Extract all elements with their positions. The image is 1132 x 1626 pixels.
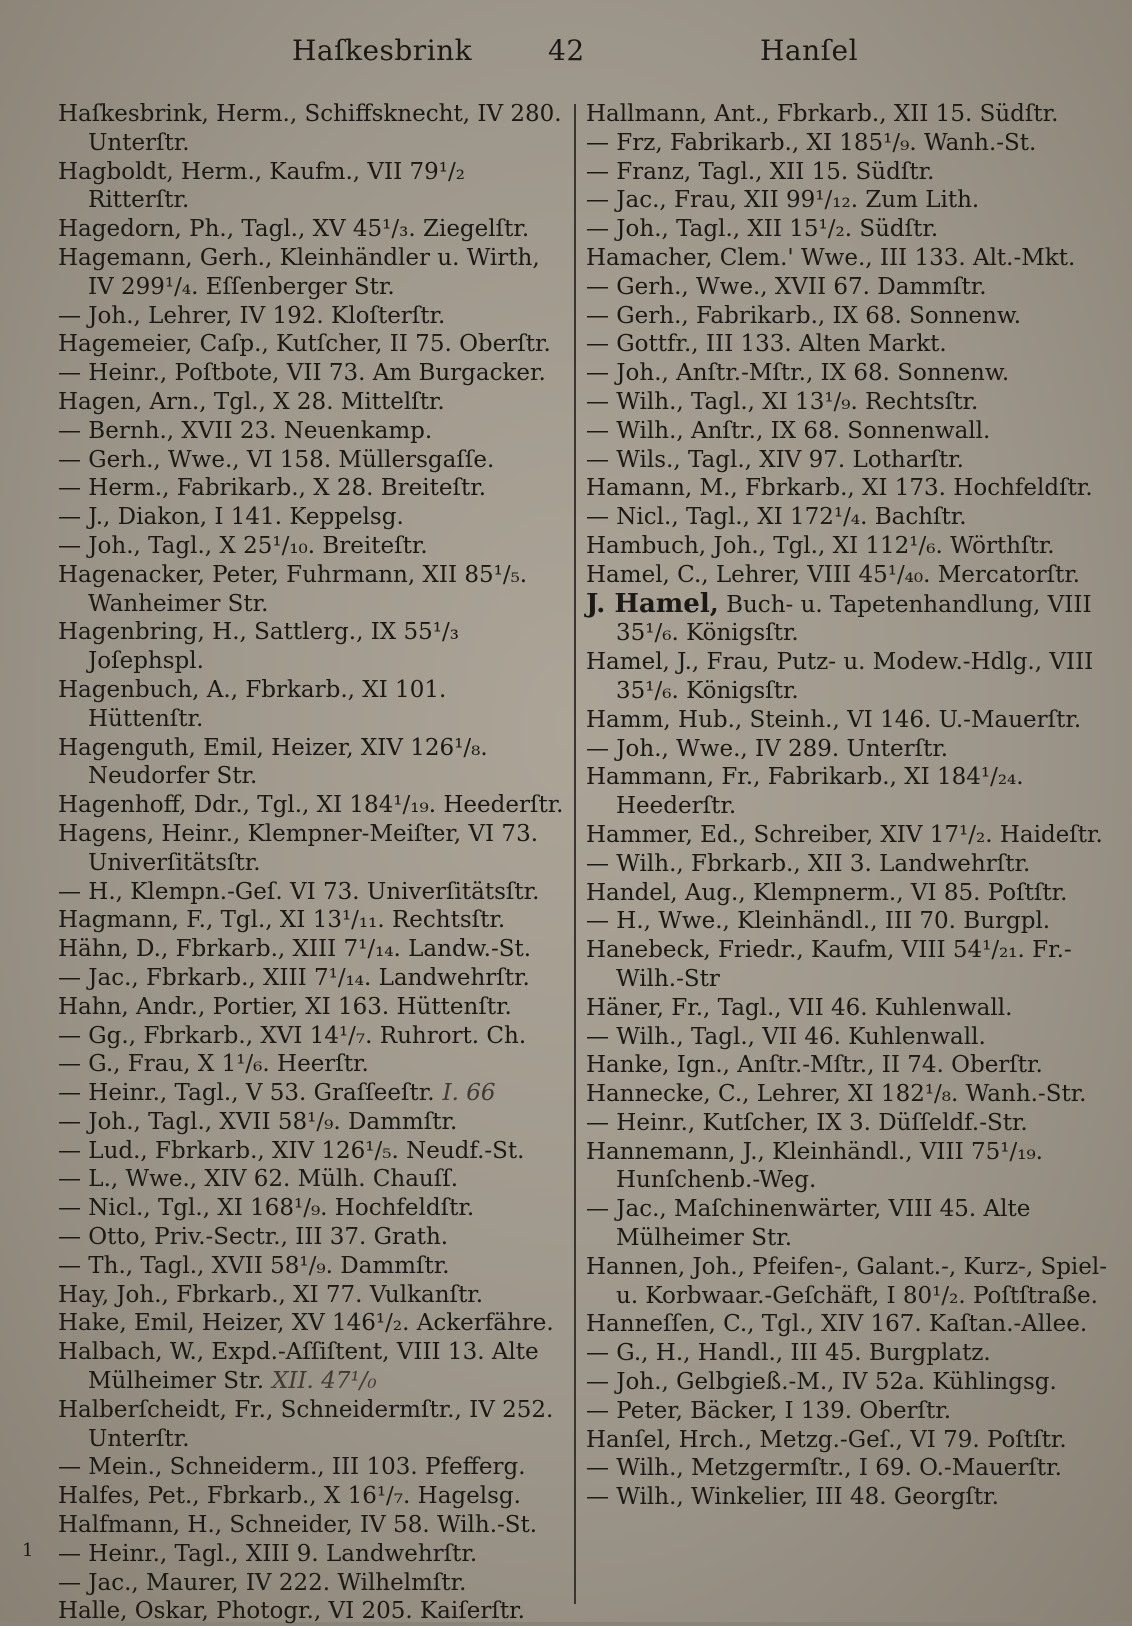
handwritten-note: I. 66 — [442, 1080, 496, 1107]
entry-text: — Otto, Priv.-Sectr., III 37. Grath. — [58, 1224, 449, 1251]
directory-entry — [58, 503, 568, 532]
directory-entry — [586, 302, 1110, 331]
entry-text: Halberſcheidt, Fr., Schneidermſtr., IV 252. Unterſtr. — [58, 1396, 554, 1452]
entry-text: Hallmann, Ant., Fbrkarb., XII 15. Südſtr. — [586, 101, 1059, 127]
entry-text: — Wilh., Fbrkarb., XII 3. Landwehrſtr. — [586, 850, 1031, 877]
entry-text: Hay, Joh., Fbrkarb., XI 77. Vulkanſtr. — [58, 1281, 484, 1308]
entry-text: — Mein., Schneiderm., III 103. Pfefferg. — [58, 1454, 526, 1481]
directory-entry — [586, 503, 1110, 532]
directory-entry — [586, 1368, 1110, 1397]
entry-text: — Heinr., Tagl., V 53. Graſſeeſtr. — [58, 1080, 435, 1107]
directory-entry — [58, 1597, 568, 1626]
entry-text: — Frz, Fabrikarb., XI 185¹/₉. Wanh.-St. — [586, 129, 1037, 156]
directory-entry — [58, 1511, 568, 1540]
directory-entry — [58, 388, 568, 417]
entry-text: Halle, Oskar, Photogr., VI 205. Kaiſerſtr. — [58, 1598, 525, 1625]
entry-text: — Franz, Tagl., XII 15. Südſtr. — [586, 158, 935, 185]
directory-entry — [586, 273, 1110, 302]
directory-entry — [586, 1339, 1110, 1368]
entry-text: — Joh., Wwe., IV 289. Unterſtr. — [586, 735, 949, 762]
entry-text: — Joh., Tagl., XVII 58¹/₉. Dammſtr. — [58, 1108, 458, 1135]
directory-entry — [586, 1109, 1110, 1138]
directory-entry — [58, 676, 568, 734]
entry-text: — Joh., Tagl., XII 15¹/₂. Südſtr. — [586, 216, 939, 243]
directory-entry — [58, 618, 568, 676]
directory-entry — [58, 1482, 568, 1511]
directory-entry — [586, 1426, 1110, 1455]
directory-entry — [586, 821, 1110, 850]
entry-text: — H., Klempn.-Geſ. VI 73. Univerſitätsſtr. — [58, 878, 540, 905]
directory-entry — [586, 706, 1110, 735]
directory-entry — [586, 244, 1110, 273]
directory-entry — [58, 1453, 568, 1482]
entry-text: — Jac., Maſchinenwärter, VIII 45. Alte Mülheimer Str. — [586, 1196, 1031, 1252]
entry-text: Hagedorn, Ph., Tagl., XV 45¹/₃. Ziegelſtr. — [58, 216, 530, 243]
entry-text: Hagemeier, Caſp., Kutſcher, II 75. Oberſtr. — [58, 331, 551, 358]
directory-entry — [58, 1338, 568, 1396]
directory-entry — [58, 1079, 568, 1108]
page-number: 42 — [548, 34, 585, 67]
entry-business-name: J. Hamel, — [586, 588, 719, 619]
directory-entry — [586, 1454, 1110, 1483]
entry-text: Hähn, D., Fbrkarb., XIII 7¹/₁₄. Landw.-St. — [58, 936, 532, 963]
entry-text: — Peter, Bäcker, I 139. Oberſtr. — [586, 1397, 952, 1424]
directory-entry — [586, 850, 1110, 879]
directory-entry — [58, 734, 568, 792]
entry-text: — Gg., Fbrkarb., XVI 14¹/₇. Ruhrort. Ch. — [58, 1022, 527, 1049]
directory-entry — [58, 1540, 568, 1569]
entry-text: Hannemann, J., Kleinhändl., VIII 75¹/₁₉. Hunſchenb.-Weg. — [586, 1138, 1043, 1194]
page-header — [0, 26, 1132, 74]
directory-entry — [586, 330, 1110, 359]
directory-entry — [58, 1223, 568, 1252]
entry-text: Hanneſſen, C., Tgl., XIV 167. Kaſtan.-Allee. — [586, 1311, 1088, 1338]
entry-text: — Herm., Fabrikarb., X 28. Breiteſtr. — [58, 475, 487, 502]
directory-entry — [58, 1281, 568, 1310]
entry-text: — Joh., Anſtr.-Mſtr., IX 68. Sonnenw. — [586, 360, 1010, 387]
directory-entry — [586, 1023, 1110, 1052]
entry-text: Hannecke, C., Lehrer, XI 182¹/₈. Wanh.-Str. — [586, 1081, 1087, 1108]
directory-entry — [58, 1396, 568, 1454]
entry-text: Hake, Emil, Heizer, XV 146¹/₂. Ackerfähre. — [58, 1310, 554, 1337]
directory-entry — [586, 215, 1110, 244]
directory-entry — [586, 1397, 1110, 1426]
directory-entry — [586, 994, 1110, 1023]
entry-text: — J., Diakon, I 141. Keppelsg. — [58, 504, 404, 531]
entry-text: Hagenguth, Emil, Heizer, XIV 126¹/₈. Neudorfer Str. — [58, 734, 488, 790]
directory-entry — [58, 1108, 568, 1137]
directory-entry — [586, 1080, 1110, 1109]
directory-entry — [58, 1569, 568, 1598]
entry-text: Hagen, Arn., Tgl., X 28. Mittelſtr. — [58, 388, 445, 415]
directory-entry — [58, 158, 568, 216]
directory-entry — [586, 735, 1110, 764]
entry-text: Buch- u. Tapetenhandlung, VIII 35¹/₆. Königsſtr. — [616, 591, 1092, 647]
directory-entry — [586, 100, 1110, 129]
entry-text: Hagenbring, H., Sattlerg., IX 55¹/₃ Joſephspl. — [58, 619, 459, 675]
directory-entry — [58, 1165, 568, 1194]
directory-entry — [58, 1137, 568, 1166]
entry-text: — G., H., Handl., III 45. Burgplatz. — [586, 1340, 991, 1367]
directory-entry — [586, 1310, 1110, 1339]
directory-entry — [586, 532, 1110, 561]
entry-text: — Gerh., Wwe., VI 158. Müllersgaſſe. — [58, 446, 495, 473]
entry-text: Hamann, M., Fbrkarb., XI 173. Hochfeldſtr. — [586, 475, 1093, 502]
entry-text: Halfmann, H., Schneider, IV 58. Wilh.-St. — [58, 1512, 538, 1539]
column-divider — [574, 104, 576, 1604]
entry-text: Hanſel, Hrch., Metzg.-Geſ., VI 79. Poſtſtr. — [586, 1426, 1067, 1453]
directory-entry — [586, 158, 1110, 187]
directory-entry — [586, 936, 1110, 994]
entry-text: — Joh., Gelbgieß.-M., IV 52a. Kühlingsg. — [586, 1369, 1057, 1396]
entry-text: Hamel, C., Lehrer, VIII 45¹/₄₀. Mercatorſtr. — [586, 561, 1081, 588]
entry-text: — Nicl., Tgl., XI 168¹/₉. Hochfeldſtr. — [58, 1195, 475, 1222]
entry-text: — Heinr., Kutſcher, IX 3. Düſſeldf.-Str. — [586, 1109, 1028, 1136]
directory-entry — [586, 129, 1110, 158]
directory-entry — [58, 302, 568, 331]
entry-text: Hagens, Heinr., Klempner-Meiſter, VI 73. Univerſitätsſtr. — [58, 820, 539, 876]
entry-text: — Jac., Fbrkarb., XIII 7¹/₁₄. Landwehrſtr. — [58, 964, 530, 991]
directory-entry — [58, 1252, 568, 1281]
entry-text: Halfes, Pet., Fbrkarb., X 16¹/₇. Hagelsg. — [58, 1483, 521, 1510]
entry-text: — Nicl., Tagl., XI 172¹/₄. Bachſtr. — [586, 504, 967, 531]
entry-text: — Wilh., Tagl., VII 46. Kuhlenwall. — [586, 1023, 986, 1050]
entry-text: Hagmann, F., Tgl., XI 13¹/₁₁. Rechtsſtr. — [58, 907, 506, 934]
entry-text: — Gottfr., III 133. Alten Markt. — [586, 331, 947, 358]
directory-entry — [58, 1022, 568, 1051]
directory-entry — [586, 561, 1110, 590]
entry-text: Haſkesbrink, Herm., Schiffsknecht, IV 280. Unterſtr. — [58, 101, 562, 156]
header-first-name: Haſkesbrink — [292, 34, 473, 67]
directory-entry — [586, 1195, 1110, 1253]
entry-text: Hagenhoff, Ddr., Tgl., XI 184¹/₁₉. Heederſtr. — [58, 792, 564, 819]
entry-text: — Jac., Frau, XII 99¹/₁₂. Zum Lith. — [586, 187, 980, 214]
entry-text: Hagemann, Gerh., Kleinhändler u. Wirth, IV 299¹/₄. Eſſenberger Str. — [58, 244, 540, 300]
directory-entry — [58, 359, 568, 388]
entry-text: Halbach, W., Expd.-Aſſiſtent, VIII 13. Alte Mülheimer Str. — [58, 1339, 539, 1395]
entry-text: — Wilh., Anſtr., IX 68. Sonnenwall. — [586, 417, 991, 444]
entry-text: Hanebeck, Friedr., Kaufm, VIII 54¹/₂₁. Fr.-Wilh.-Str — [586, 937, 1072, 992]
directory-entry — [58, 878, 568, 907]
entry-text: — Th., Tagl., XVII 58¹/₉. Dammſtr. — [58, 1252, 450, 1279]
directory-entry — [58, 446, 568, 475]
margin-mark: 1 — [22, 1540, 34, 1561]
directory-entry — [58, 791, 568, 820]
directory-entry — [58, 1309, 568, 1338]
directory-entry — [586, 388, 1110, 417]
directory-entry — [586, 879, 1110, 908]
entry-text: Hammann, Fr., Fabrikarb., XI 184¹/₂₄. Heederſtr. — [586, 764, 1024, 820]
entry-text: Hagenbuch, A., Fbrkarb., XI 101. Hüttenſtr. — [58, 676, 447, 732]
header-last-name: Hanſel — [760, 34, 859, 67]
entry-text: — L., Wwe., XIV 62. Mülh. Chauſſ. — [58, 1166, 459, 1193]
entry-text: — Joh., Tagl., X 25¹/₁₀. Breiteſtr. — [58, 532, 428, 559]
left-column — [58, 100, 568, 1625]
entry-text: Hamacher, Clem.' Wwe., III 133. Alt.-Mkt. — [586, 244, 1076, 271]
directory-entry — [58, 935, 568, 964]
entry-text: Handel, Aug., Klempnerm., VI 85. Poſtſtr. — [586, 879, 1068, 906]
directory-entry — [58, 330, 568, 359]
directory-entry — [58, 964, 568, 993]
directory-entry — [58, 1194, 568, 1223]
entry-text: Hanke, Ign., Anſtr.-Mſtr., II 74. Oberſtr. — [586, 1052, 1043, 1079]
entry-text: Hagenacker, Peter, Fuhrmann, XII 85¹/₅. Wanheimer Str. — [58, 561, 528, 617]
directory-entry — [58, 532, 568, 561]
directory-entry — [586, 446, 1110, 475]
directory-entry — [586, 417, 1110, 446]
entry-text: — Wilh., Metzgermſtr., I 69. O.-Mauerſtr. — [586, 1455, 1062, 1482]
entry-text: — G., Frau, X 1¹/₆. Heerſtr. — [58, 1051, 369, 1078]
directory-entry — [586, 1483, 1110, 1512]
directory-entry — [586, 1138, 1110, 1196]
directory-entry — [58, 993, 568, 1022]
directory-entry — [586, 474, 1110, 503]
entry-text: Häner, Fr., Tagl., VII 46. Kuhlenwall. — [586, 994, 1013, 1021]
entry-text: — Wilh., Tagl., XI 13¹/₉. Rechtsſtr. — [586, 388, 979, 415]
directory-entry — [586, 1253, 1110, 1311]
entry-text: Hambuch, Joh., Tgl., XI 112¹/₆. Wörthſtr. — [586, 532, 1055, 559]
directory-entry — [58, 820, 568, 878]
entry-text: Hammer, Ed., Schreiber, XIV 17¹/₂. Haideſtr. — [586, 821, 1103, 848]
directory-entry — [586, 907, 1110, 936]
directory-entry — [586, 648, 1110, 706]
directory-entry — [586, 590, 1110, 649]
directory-entry — [586, 186, 1110, 215]
directory-entry — [586, 359, 1110, 388]
entry-text: Hamel, J., Frau, Putz- u. Modew.-Hdlg., VIII 35¹/₆. Königsſtr. — [586, 649, 1094, 704]
entry-text: — Heinr., Poſtbote, VII 73. Am Burgacker. — [58, 360, 546, 387]
directory-entry — [58, 215, 568, 244]
directory-entry — [58, 474, 568, 503]
directory-entry — [58, 244, 568, 302]
entry-text: Hamm, Hub., Steinh., VI 146. U.-Mauerſtr. — [586, 706, 1082, 733]
entry-text: Hahn, Andr., Portier, XI 163. Hüttenſtr. — [58, 993, 512, 1020]
entry-text: — Gerh., Fabrikarb., IX 68. Sonnenw. — [586, 302, 1022, 329]
entry-text: — Bernh., XVII 23. Neuenkamp. — [58, 417, 433, 444]
directory-entry — [58, 417, 568, 446]
directory-entry — [58, 561, 568, 619]
entry-text: Hagboldt, Herm., Kaufm., VII 79¹/₂ Ritterſtr. — [58, 158, 465, 214]
right-column — [586, 100, 1110, 1600]
entry-text: — H., Wwe., Kleinhändl., III 70. Burgpl. — [586, 908, 1051, 935]
entry-text: — Gerh., Wwe., XVII 67. Dammſtr. — [586, 273, 987, 300]
entry-text: — Wils., Tagl., XIV 97. Lotharſtr. — [586, 446, 964, 473]
entry-text: — Wilh., Winkelier, III 48. Georgſtr. — [586, 1484, 999, 1511]
entry-text: Hannen, Joh., Pfeifen-, Galant.-, Kurz-, Spiel- u. Korbwaar.-Geſchäft, I 80¹/₂. Poſtſtraße. — [586, 1253, 1108, 1309]
handwritten-note: XII. 47¹/₀ — [272, 1368, 377, 1395]
directory-entry — [58, 906, 568, 935]
directory-entry — [586, 1051, 1110, 1080]
entry-text: — Jac., Maurer, IV 222. Wilhelmſtr. — [58, 1569, 467, 1596]
directory-entry — [58, 1050, 568, 1079]
entry-text: — Lud., Fbrkarb., XIV 126¹/₅. Neudf.-St. — [58, 1137, 525, 1164]
entry-text: — Heinr., Tagl., XIII 9. Landwehrſtr. — [58, 1540, 478, 1567]
entry-text: — Joh., Lehrer, IV 192. Kloſterſtr. — [58, 302, 446, 329]
directory-entry — [586, 763, 1110, 821]
directory-entry — [58, 100, 568, 158]
